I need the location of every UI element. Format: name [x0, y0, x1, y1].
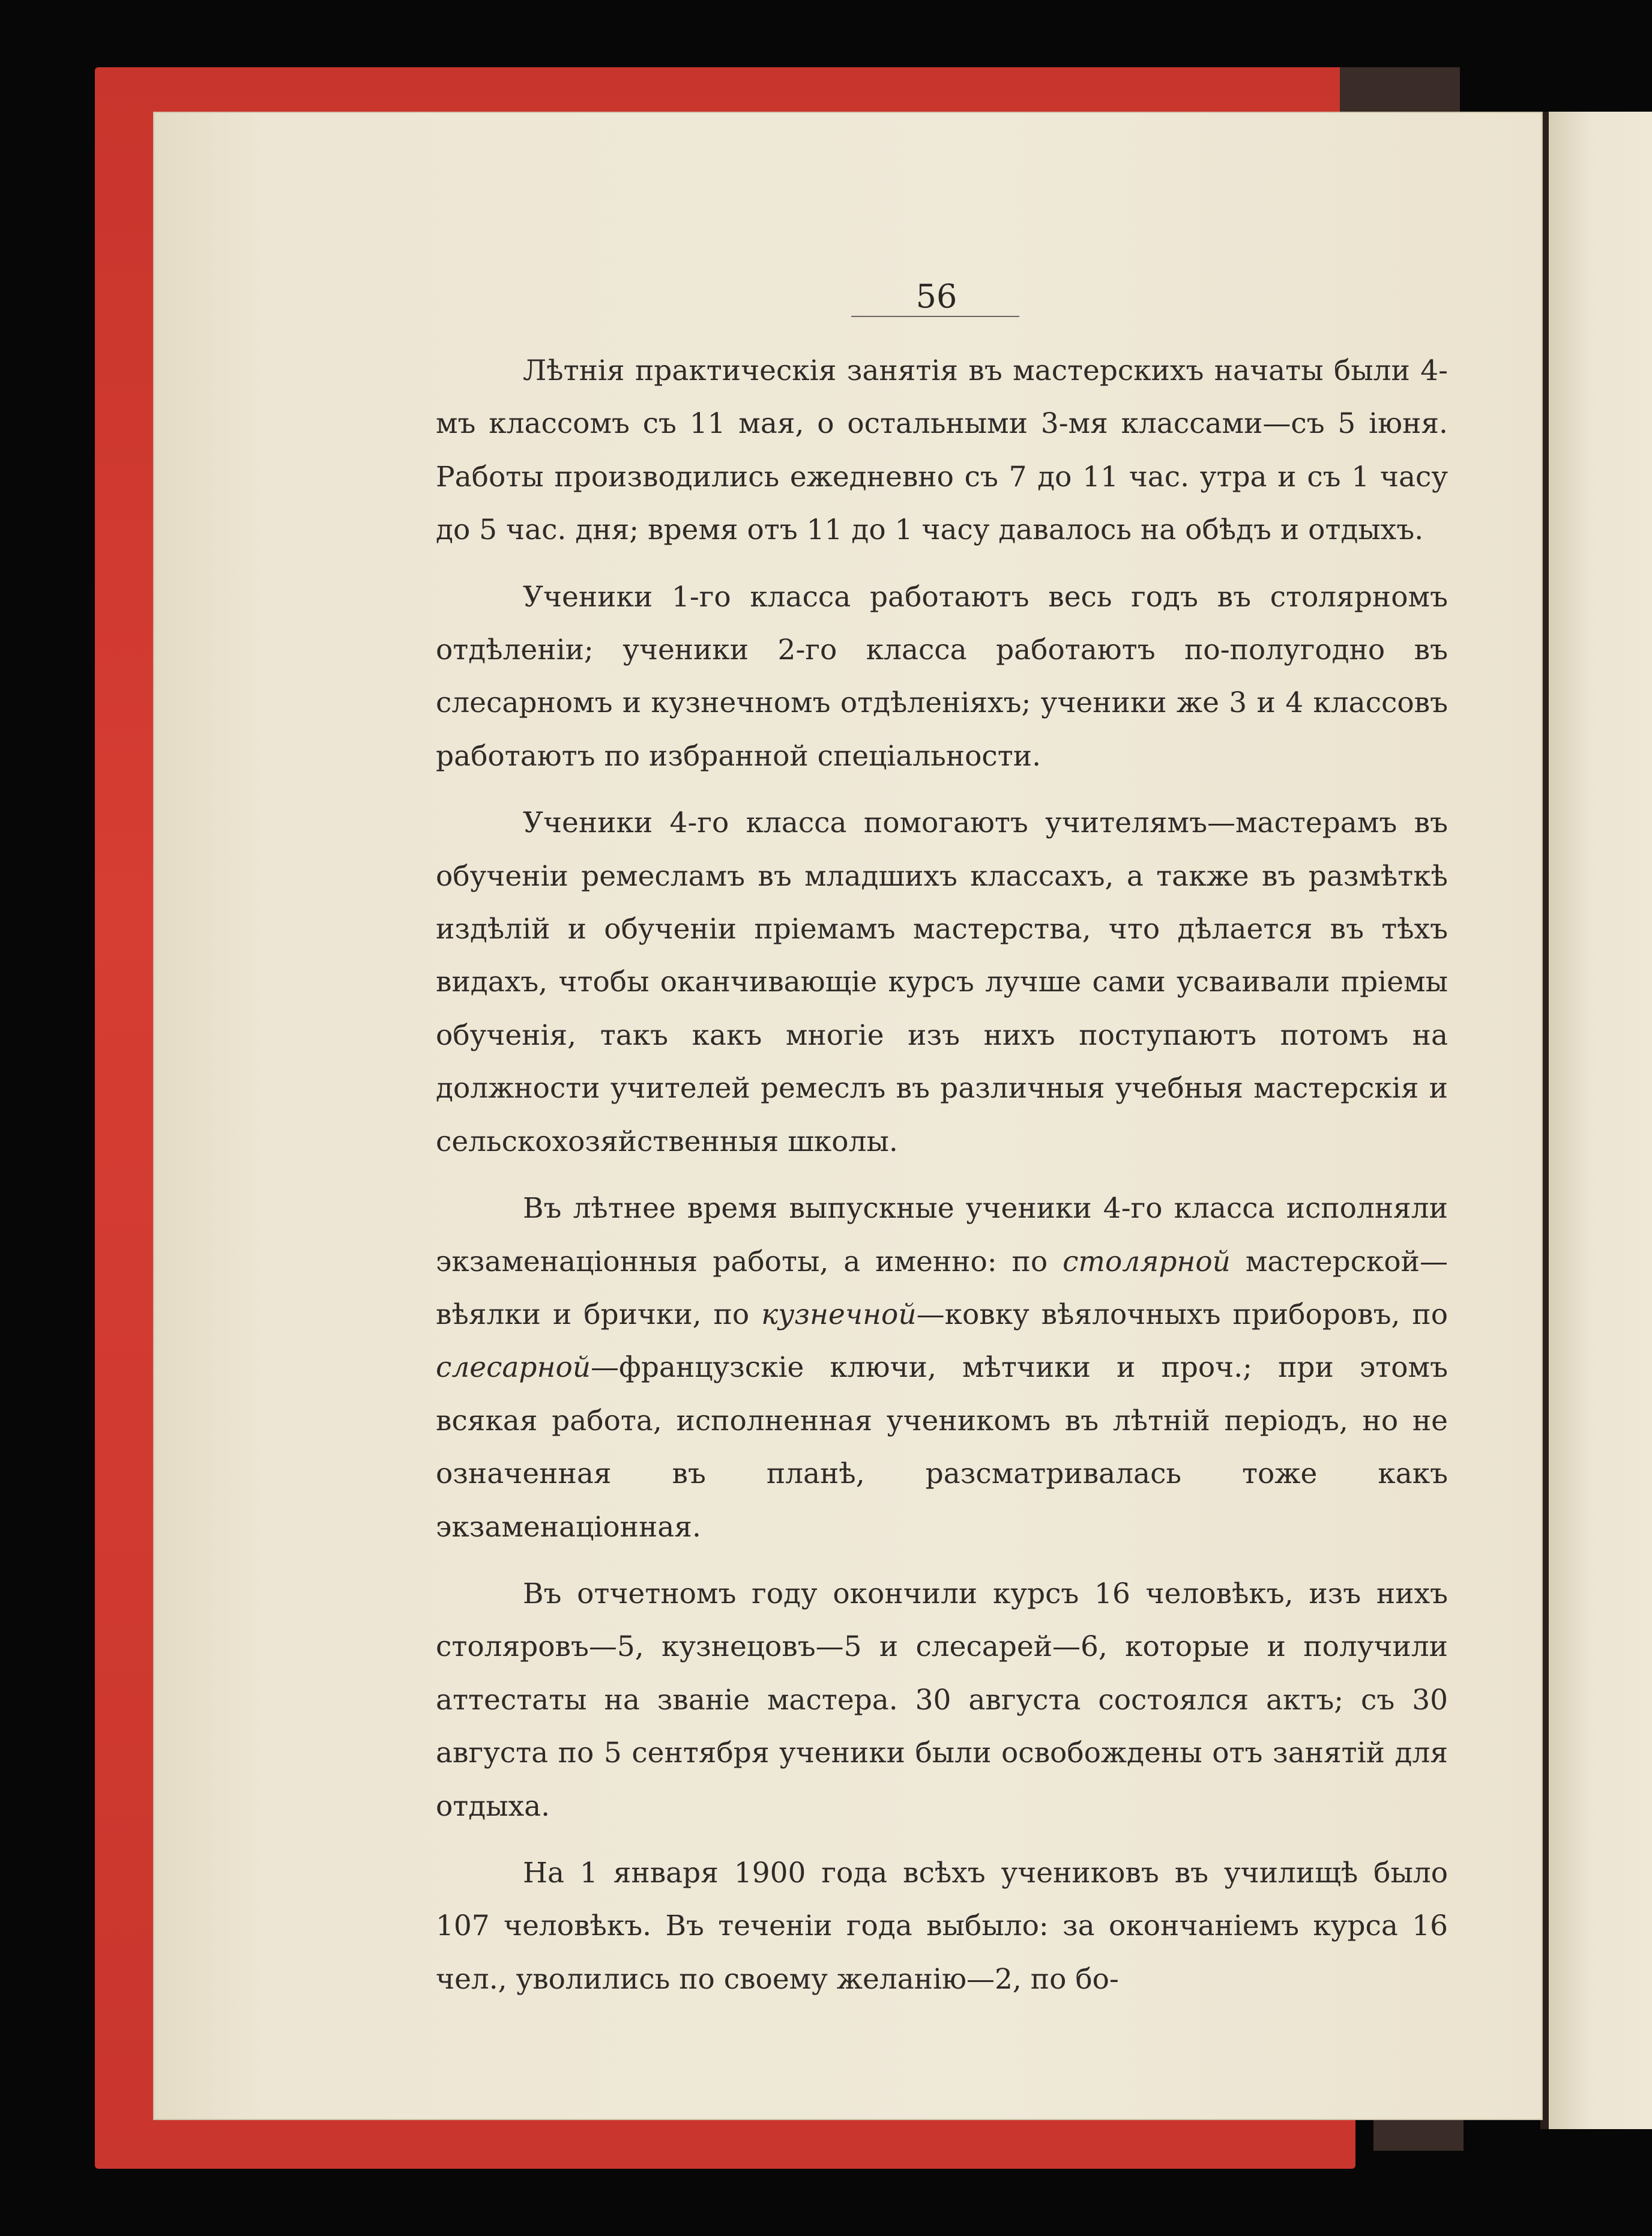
page-number-rule: [851, 316, 1019, 317]
paragraph: [436, 1847, 1448, 2006]
text-run: Въ лѣтнее время выпускные ученики 4-го класса исполняли экзаменаціонныя работы, а именно: по: [436, 1192, 1448, 1278]
paragraph: [436, 345, 1448, 557]
text-run: Ученики 4-го класса помогаютъ учителямъ—мастерамъ въ обученіи ремесламъ въ младшихъ классахъ, а также въ размѣткѣ издѣлій и обученіи пріемамъ мастерства, что дѣлается въ тѣхъ видахъ, чтобы оканчивающіе курсъ лучше сами усваивали пріемы обученія, такъ какъ многіе изъ нихъ поступаютъ потомъ на должности учителей ремеслъ въ различныя учебныя мастерскія и сельскохозяйственныя школы.: [436, 806, 1448, 1158]
page-body-text: [436, 345, 1448, 2020]
text-run: мастерской—вѣялки и брички, по: [436, 1245, 1448, 1331]
text-run: —ковку вѣялочныхъ приборовъ, по: [916, 1298, 1448, 1331]
text-run: Лѣтнія практическія занятія въ мастерскихъ начаты были 4-мъ классомъ съ 11 мая, о остальными 3-мя классами—съ 5 іюня. Работы производились ежедневно съ 7 до 11 час. утра и съ 1 часу до 5 час. дня; время отъ 11 до 1 часу давалось на обѣдъ и отдыхъ.: [436, 354, 1448, 547]
text-run: Въ отчетномъ году окончили курсъ 16 человѣкъ, изъ нихъ столяровъ—5, кузнецовъ—5 и слесарей—6, которые и получили аттестаты на званіе мастера. 30 августа состоялся актъ; съ 30 августа по 5 сентября ученики были освобождены отъ занятій для отдыха.: [436, 1577, 1448, 1823]
facing-page: [1549, 112, 1652, 2129]
text-run: На 1 января 1900 года всѣхъ учениковъ въ училищѣ было 107 человѣкъ. Въ теченіи года выбыло: за окончаніемъ курса 16 чел., уволились по своему желанію—2, по бо-: [436, 1856, 1448, 1996]
italic-text-run: кузнечной: [761, 1298, 917, 1331]
text-run: Ученики 1-го класса работаютъ весь годъ въ столярномъ отдѣленіи; ученики 2-го класса работаютъ по-полугодно въ слесарномъ и кузнечномъ отдѣленіяхъ; ученики же 3 и 4 классовъ работаютъ по избранной спеціальности.: [436, 580, 1448, 773]
paragraph: [436, 1568, 1448, 1833]
italic-text-run: слесарной: [436, 1351, 591, 1385]
page-number: 56: [915, 277, 957, 315]
text-run: —французскіе ключи, мѣтчики и проч.; при этомъ всякая работа, исполненная ученикомъ въ лѣтній періодъ, но не означенная въ планѣ, разсматривалась тоже какъ экзаменаціонная.: [436, 1351, 1448, 1544]
paragraph: [436, 571, 1448, 784]
paragraph: [436, 1182, 1448, 1554]
italic-text-run: столярной: [1063, 1245, 1231, 1278]
paragraph: [436, 797, 1448, 1168]
